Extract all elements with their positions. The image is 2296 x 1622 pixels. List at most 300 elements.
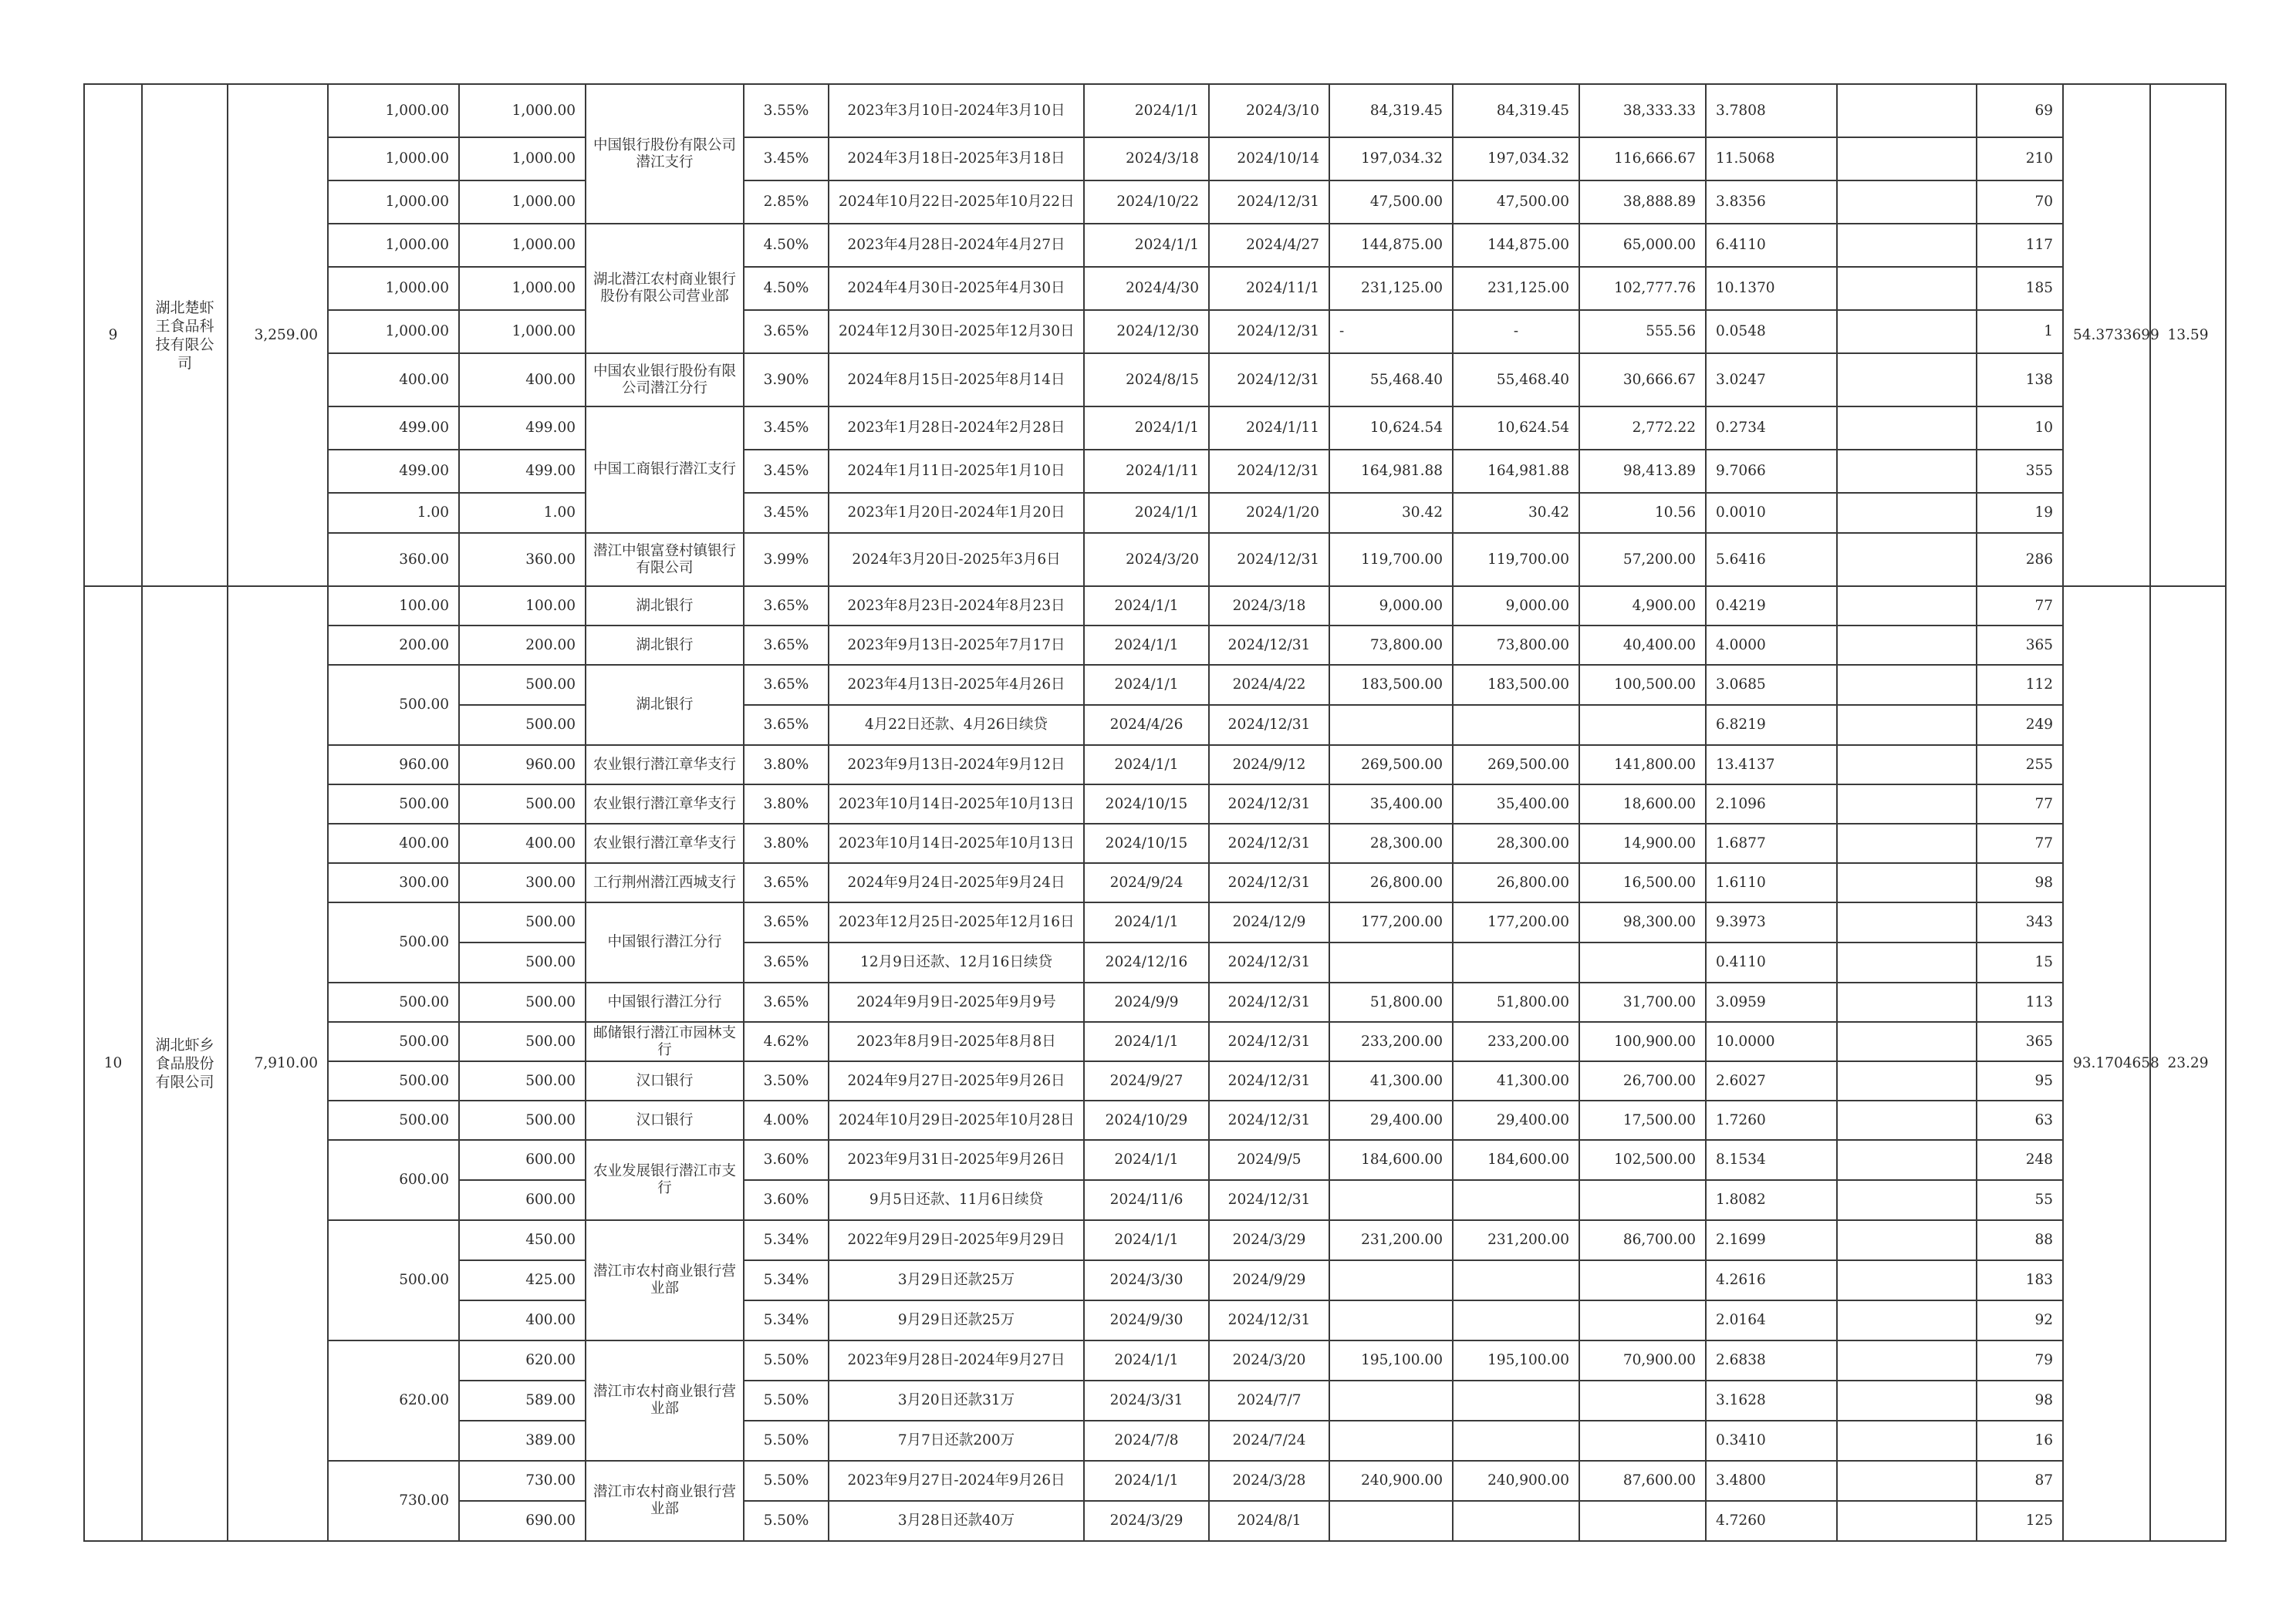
table-row: [84, 745, 2226, 784]
balance-cell: 1,000.00: [459, 224, 586, 267]
bank-name: 湖北银行: [586, 665, 744, 745]
value-cell: 1.6877: [1706, 824, 1837, 863]
blank-cell: [1837, 533, 1977, 586]
rate-cell: 3.65%: [744, 586, 829, 626]
end-date-cell: 2024/4/22: [1209, 665, 1329, 705]
interest-cell-1: 28,300.00: [1329, 824, 1453, 863]
principal-cell: 500.00: [328, 1220, 459, 1340]
rate-cell: 3.65%: [744, 983, 829, 1022]
rate-cell: 3.65%: [744, 902, 829, 943]
start-date-cell: 2024/1/1: [1084, 745, 1209, 784]
days-cell: 138: [1977, 353, 2063, 406]
start-date-cell: 2024/1/1: [1084, 1140, 1209, 1180]
interest-cell-1: 164,981.88: [1329, 450, 1453, 493]
interest-cell-1: 144,875.00: [1329, 224, 1453, 267]
table-row: [84, 1061, 2226, 1101]
principal-cell: 1,000.00: [328, 224, 459, 267]
balance-cell: 1,000.00: [459, 137, 586, 180]
rate-cell: 4.50%: [744, 224, 829, 267]
interest-cell-2: 41,300.00: [1453, 1061, 1579, 1101]
interest-cell-3: 70,900.00: [1579, 1340, 1706, 1381]
interest-cell-1: 231,200.00: [1329, 1220, 1453, 1260]
loan-interest-table-page: [83, 83, 2227, 1546]
interest-cell-2: 29,400.00: [1453, 1101, 1579, 1140]
term-cell: 2024年9月9日-2025年9月9号: [829, 983, 1084, 1022]
interest-cell-2: [1453, 1501, 1579, 1541]
interest-cell-1: [1329, 705, 1453, 745]
days-cell: 183: [1977, 1260, 2063, 1300]
bank-name: 潜江市农村商业银行营业部: [586, 1461, 744, 1541]
value-cell: 6.4110: [1706, 224, 1837, 267]
interest-cell-3: [1579, 1180, 1706, 1220]
term-cell: 2023年1月20日-2024年1月20日: [829, 493, 1084, 533]
rate-cell: 3.99%: [744, 533, 829, 586]
start-date-cell: 2024/1/1: [1084, 1340, 1209, 1381]
start-date-cell: 2024/1/1: [1084, 1220, 1209, 1260]
interest-cell-1: 30.42: [1329, 493, 1453, 533]
interest-cell-1: 55,468.40: [1329, 353, 1453, 406]
start-date-cell: 2024/3/31: [1084, 1381, 1209, 1421]
blank-cell: [1837, 84, 1977, 137]
blank-cell: [1837, 745, 1977, 784]
term-cell: 2024年10月22日-2025年10月22日: [829, 180, 1084, 224]
days-cell: 248: [1977, 1140, 2063, 1180]
rate-cell: 3.45%: [744, 450, 829, 493]
principal-cell: 1,000.00: [328, 84, 459, 137]
term-cell: 2024年12月30日-2025年12月30日: [829, 310, 1084, 353]
balance-cell: 360.00: [459, 533, 586, 586]
blank-cell: [1837, 943, 1977, 983]
end-date-cell: 2024/7/7: [1209, 1381, 1329, 1421]
days-cell: 185: [1977, 267, 2063, 310]
term-cell: 2023年8月9日-2025年8月8日: [829, 1022, 1084, 1061]
rate-cell: 3.45%: [744, 493, 829, 533]
start-date-cell: 2024/9/30: [1084, 1300, 1209, 1340]
interest-cell-3: 98,413.89: [1579, 450, 1706, 493]
interest-cell-3: [1579, 943, 1706, 983]
end-date-cell: 2024/3/29: [1209, 1220, 1329, 1260]
days-cell: 98: [1977, 1381, 2063, 1421]
blank-cell: [1837, 586, 1977, 626]
term-cell: 9月29日还款25万: [829, 1300, 1084, 1340]
interest-cell-2: [1453, 1421, 1579, 1461]
interest-cell-1: [1329, 1180, 1453, 1220]
start-date-cell: 2024/1/1: [1084, 626, 1209, 665]
end-date-cell: 2024/12/31: [1209, 353, 1329, 406]
interest-cell-2: 197,034.32: [1453, 137, 1579, 180]
interest-cell-2: [1453, 1381, 1579, 1421]
interest-cell-3: 100,900.00: [1579, 1022, 1706, 1061]
interest-cell-1: 73,800.00: [1329, 626, 1453, 665]
interest-cell-2: [1453, 1180, 1579, 1220]
interest-cell-1: 184,600.00: [1329, 1140, 1453, 1180]
interest-cell-1: 269,500.00: [1329, 745, 1453, 784]
principal-cell: 1,000.00: [328, 180, 459, 224]
table-row: [84, 665, 2226, 705]
value-cell: 0.4110: [1706, 943, 1837, 983]
value-cell: 4.7260: [1706, 1501, 1837, 1541]
value-cell: 10.1370: [1706, 267, 1837, 310]
balance-cell: 1,000.00: [459, 310, 586, 353]
interest-cell-2: 177,200.00: [1453, 902, 1579, 943]
rate-cell: 3.65%: [744, 310, 829, 353]
interest-cell-1: [1329, 1501, 1453, 1541]
interest-cell-2: 51,800.00: [1453, 983, 1579, 1022]
principal-cell: 1,000.00: [328, 137, 459, 180]
start-date-cell: 2024/10/29: [1084, 1101, 1209, 1140]
term-cell: 2024年3月18日-2025年3月18日: [829, 137, 1084, 180]
interest-cell-1: 35,400.00: [1329, 784, 1453, 824]
value-cell: 9.7066: [1706, 450, 1837, 493]
table-row: [84, 1461, 2226, 1501]
blank-cell: [1837, 665, 1977, 705]
blank-cell: [1837, 1220, 1977, 1260]
start-date-cell: 2024/3/30: [1084, 1260, 1209, 1300]
start-date-cell: 2024/1/1: [1084, 1022, 1209, 1061]
interest-cell-2: 164,981.88: [1453, 450, 1579, 493]
table-row: [84, 626, 2226, 665]
balance-cell: 100.00: [459, 586, 586, 626]
blank-cell: [1837, 267, 1977, 310]
days-cell: 88: [1977, 1220, 2063, 1260]
blank-cell: [1837, 450, 1977, 493]
table-row: [84, 824, 2226, 863]
value-cell: 3.0247: [1706, 353, 1837, 406]
blank-cell: [1837, 824, 1977, 863]
bank-name: 湖北银行: [586, 626, 744, 665]
table-row: [84, 224, 2226, 267]
rate-cell: 3.65%: [744, 626, 829, 665]
days-cell: 365: [1977, 626, 2063, 665]
balance-cell: 600.00: [459, 1180, 586, 1220]
interest-cell-3: 87,600.00: [1579, 1461, 1706, 1501]
balance-cell: 589.00: [459, 1381, 586, 1421]
value-cell: 9.3973: [1706, 902, 1837, 943]
table-row: [84, 983, 2226, 1022]
start-date-cell: 2024/1/1: [1084, 665, 1209, 705]
balance-cell: 600.00: [459, 1140, 586, 1180]
value-cell: 2.6838: [1706, 1340, 1837, 1381]
principal-cell: 400.00: [328, 353, 459, 406]
balance-cell: 400.00: [459, 824, 586, 863]
interest-cell-1: 233,200.00: [1329, 1022, 1453, 1061]
blank-cell: [1837, 784, 1977, 824]
start-date-cell: 2024/9/24: [1084, 863, 1209, 902]
rate-cell: 5.50%: [744, 1340, 829, 1381]
bank-name: 中国工商银行潜江支行: [586, 406, 744, 533]
rate-cell: 5.50%: [744, 1461, 829, 1501]
end-date-cell: 2024/3/10: [1209, 84, 1329, 137]
start-date-cell: 2024/1/1: [1084, 406, 1209, 450]
start-date-cell: 2024/10/15: [1084, 824, 1209, 863]
interest-cell-2: [1453, 943, 1579, 983]
balance-cell: 500.00: [459, 784, 586, 824]
term-cell: 2023年10月14日-2025年10月13日: [829, 824, 1084, 863]
term-cell: 2023年8月23日-2024年8月23日: [829, 586, 1084, 626]
rate-cell: 4.50%: [744, 267, 829, 310]
value-cell: 2.1699: [1706, 1220, 1837, 1260]
bank-name: 湖北潜江农村商业银行股份有限公司营业部: [586, 224, 744, 353]
bank-name: 中国银行潜江分行: [586, 983, 744, 1022]
term-cell: 2023年3月10日-2024年3月10日: [829, 84, 1084, 137]
interest-cell-2: 231,125.00: [1453, 267, 1579, 310]
term-cell: 3月20日还款31万: [829, 1381, 1084, 1421]
value-cell: 1.7260: [1706, 1101, 1837, 1140]
interest-cell-3: [1579, 705, 1706, 745]
rate-cell: 3.65%: [744, 943, 829, 983]
interest-cell-3: 38,333.33: [1579, 84, 1706, 137]
value-cell: 11.5068: [1706, 137, 1837, 180]
group-sum: 54.3733699: [2063, 84, 2150, 586]
principal-cell: 600.00: [328, 1140, 459, 1220]
days-cell: 113: [1977, 983, 2063, 1022]
interest-cell-2: 240,900.00: [1453, 1461, 1579, 1501]
bank-name: 中国农业银行股份有限公司潜江分行: [586, 353, 744, 406]
interest-cell-2: 73,800.00: [1453, 626, 1579, 665]
days-cell: 79: [1977, 1340, 2063, 1381]
balance-cell: 450.00: [459, 1220, 586, 1260]
rate-cell: 5.34%: [744, 1300, 829, 1340]
end-date-cell: 2024/1/20: [1209, 493, 1329, 533]
interest-cell-2: 144,875.00: [1453, 224, 1579, 267]
interest-cell-1: [1329, 1421, 1453, 1461]
interest-cell-3: [1579, 1501, 1706, 1541]
balance-cell: 500.00: [459, 943, 586, 983]
blank-cell: [1837, 983, 1977, 1022]
principal-cell: 620.00: [328, 1340, 459, 1461]
principal-cell: 400.00: [328, 824, 459, 863]
term-cell: 2023年9月31日-2025年9月26日: [829, 1140, 1084, 1180]
interest-cell-3: 10.56: [1579, 493, 1706, 533]
end-date-cell: 2024/12/31: [1209, 943, 1329, 983]
balance-cell: 400.00: [459, 353, 586, 406]
rate-cell: 3.65%: [744, 863, 829, 902]
table-row: [84, 310, 2226, 353]
end-date-cell: 2024/11/1: [1209, 267, 1329, 310]
term-cell: 2024年9月24日-2025年9月24日: [829, 863, 1084, 902]
interest-cell-1: 183,500.00: [1329, 665, 1453, 705]
value-cell: 2.0164: [1706, 1300, 1837, 1340]
end-date-cell: 2024/1/11: [1209, 406, 1329, 450]
days-cell: 15: [1977, 943, 2063, 983]
table-row: [84, 1101, 2226, 1140]
start-date-cell: 2024/1/1: [1084, 902, 1209, 943]
term-cell: 2022年9月29日-2025年9月29日: [829, 1220, 1084, 1260]
start-date-cell: 2024/3/20: [1084, 533, 1209, 586]
balance-cell: 500.00: [459, 902, 586, 943]
rate-cell: 3.50%: [744, 1061, 829, 1101]
days-cell: 98: [1977, 863, 2063, 902]
balance-cell: 500.00: [459, 1022, 586, 1061]
end-date-cell: 2024/12/31: [1209, 1061, 1329, 1101]
bank-name: 农业银行潜江章华支行: [586, 824, 744, 863]
term-cell: 2023年4月28日-2024年4月27日: [829, 224, 1084, 267]
interest-cell-1: 119,700.00: [1329, 533, 1453, 586]
value-cell: 3.0959: [1706, 983, 1837, 1022]
value-cell: 4.0000: [1706, 626, 1837, 665]
balance-cell: 300.00: [459, 863, 586, 902]
interest-cell-1: 26,800.00: [1329, 863, 1453, 902]
days-cell: 112: [1977, 665, 2063, 705]
value-cell: 0.4219: [1706, 586, 1837, 626]
value-cell: 2.6027: [1706, 1061, 1837, 1101]
bank-name: 潜江市农村商业银行营业部: [586, 1340, 744, 1461]
interest-cell-1: 10,624.54: [1329, 406, 1453, 450]
end-date-cell: 2024/12/31: [1209, 1300, 1329, 1340]
term-cell: 2024年9月27日-2025年9月26日: [829, 1061, 1084, 1101]
balance-cell: 1,000.00: [459, 267, 586, 310]
company-name: 湖北楚虾王食品科技有限公司: [142, 84, 228, 586]
start-date-cell: 2024/1/1: [1084, 84, 1209, 137]
principal-cell: 500.00: [328, 1022, 459, 1061]
end-date-cell: 2024/12/31: [1209, 824, 1329, 863]
table-row: [84, 533, 2226, 586]
interest-cell-1: 29,400.00: [1329, 1101, 1453, 1140]
term-cell: 3月29日还款25万: [829, 1260, 1084, 1300]
rate-cell: 3.60%: [744, 1180, 829, 1220]
interest-cell-3: 98,300.00: [1579, 902, 1706, 943]
interest-cell-3: 16,500.00: [1579, 863, 1706, 902]
interest-cell-3: 40,400.00: [1579, 626, 1706, 665]
blank-cell: [1837, 902, 1977, 943]
term-cell: 2024年8月15日-2025年8月14日: [829, 353, 1084, 406]
bank-name: 汉口银行: [586, 1101, 744, 1140]
principal-cell: 1.00: [328, 493, 459, 533]
balance-cell: 499.00: [459, 450, 586, 493]
term-cell: 2024年1月11日-2025年1月10日: [829, 450, 1084, 493]
interest-cell-1: 195,100.00: [1329, 1340, 1453, 1381]
days-cell: 69: [1977, 84, 2063, 137]
table-row: [84, 902, 2226, 943]
rate-cell: 3.80%: [744, 784, 829, 824]
rate-cell: 3.55%: [744, 84, 829, 137]
term-cell: 3月28日还款40万: [829, 1501, 1084, 1541]
start-date-cell: 2024/3/29: [1084, 1501, 1209, 1541]
term-cell: 7月7日还款200万: [829, 1421, 1084, 1461]
table-row: [84, 863, 2226, 902]
bank-name: 中国银行潜江分行: [586, 902, 744, 983]
days-cell: 343: [1977, 902, 2063, 943]
bank-name: 邮储银行潜江市园林支行: [586, 1022, 744, 1061]
blank-cell: [1837, 1421, 1977, 1461]
end-date-cell: 2024/3/20: [1209, 1340, 1329, 1381]
end-date-cell: 2024/12/31: [1209, 1022, 1329, 1061]
table-row: [84, 784, 2226, 824]
interest-cell-2: 184,600.00: [1453, 1140, 1579, 1180]
row-number: 9: [84, 84, 142, 586]
interest-cell-1: [1329, 1381, 1453, 1421]
balance-cell: 425.00: [459, 1260, 586, 1300]
start-date-cell: 2024/1/1: [1084, 1461, 1209, 1501]
interest-cell-1: 47,500.00: [1329, 180, 1453, 224]
end-date-cell: 2024/12/31: [1209, 533, 1329, 586]
rate-cell: 2.85%: [744, 180, 829, 224]
days-cell: 365: [1977, 1022, 2063, 1061]
group-sum: 93.1704658: [2063, 586, 2150, 1541]
end-date-cell: 2024/12/31: [1209, 863, 1329, 902]
interest-cell-2: 30.42: [1453, 493, 1579, 533]
interest-cell-1: 240,900.00: [1329, 1461, 1453, 1501]
bank-name: 湖北银行: [586, 586, 744, 626]
interest-cell-2: 47,500.00: [1453, 180, 1579, 224]
balance-cell: 1.00: [459, 493, 586, 533]
blank-cell: [1837, 1381, 1977, 1421]
rate-cell: 3.65%: [744, 665, 829, 705]
interest-cell-3: 18,600.00: [1579, 784, 1706, 824]
start-date-cell: 2024/10/22: [1084, 180, 1209, 224]
interest-cell-1: [1329, 1300, 1453, 1340]
end-date-cell: 2024/12/31: [1209, 626, 1329, 665]
term-cell: 2023年9月13日-2025年7月17日: [829, 626, 1084, 665]
interest-cell-3: 4,900.00: [1579, 586, 1706, 626]
group-result: 23.29: [2150, 586, 2226, 1541]
end-date-cell: 2024/10/14: [1209, 137, 1329, 180]
interest-cell-2: 84,319.45: [1453, 84, 1579, 137]
blank-cell: [1837, 626, 1977, 665]
value-cell: 0.3410: [1706, 1421, 1837, 1461]
days-cell: 92: [1977, 1300, 2063, 1340]
principal-cell: 500.00: [328, 784, 459, 824]
rate-cell: 4.00%: [744, 1101, 829, 1140]
interest-cell-3: 14,900.00: [1579, 824, 1706, 863]
value-cell: 6.8219: [1706, 705, 1837, 745]
interest-cell-1: -: [1329, 310, 1453, 353]
days-cell: 1: [1977, 310, 2063, 353]
blank-cell: [1837, 1140, 1977, 1180]
rate-cell: 3.65%: [744, 705, 829, 745]
start-date-cell: 2024/9/9: [1084, 983, 1209, 1022]
principal-cell: 500.00: [328, 902, 459, 983]
interest-cell-3: 102,500.00: [1579, 1140, 1706, 1180]
term-cell: 4月22日还款、4月26日续贷: [829, 705, 1084, 745]
end-date-cell: 2024/12/9: [1209, 902, 1329, 943]
blank-cell: [1837, 310, 1977, 353]
end-date-cell: 2024/12/31: [1209, 1101, 1329, 1140]
value-cell: 3.7808: [1706, 84, 1837, 137]
start-date-cell: 2024/7/8: [1084, 1421, 1209, 1461]
table-row: [84, 180, 2226, 224]
end-date-cell: 2024/12/31: [1209, 983, 1329, 1022]
table-row: [84, 406, 2226, 450]
term-cell: 2023年12月25日-2025年12月16日: [829, 902, 1084, 943]
total-amount: 7,910.00: [228, 586, 328, 1541]
days-cell: 355: [1977, 450, 2063, 493]
principal-cell: 300.00: [328, 863, 459, 902]
group-result: 13.59: [2150, 84, 2226, 586]
value-cell: 13.4137: [1706, 745, 1837, 784]
days-cell: 117: [1977, 224, 2063, 267]
interest-cell-3: 141,800.00: [1579, 745, 1706, 784]
days-cell: 55: [1977, 1180, 2063, 1220]
principal-cell: 500.00: [328, 1061, 459, 1101]
interest-cell-3: 116,666.67: [1579, 137, 1706, 180]
interest-cell-2: 9,000.00: [1453, 586, 1579, 626]
start-date-cell: 2024/12/30: [1084, 310, 1209, 353]
interest-cell-3: [1579, 1300, 1706, 1340]
balance-cell: 400.00: [459, 1300, 586, 1340]
interest-cell-2: [1453, 1260, 1579, 1300]
balance-cell: 499.00: [459, 406, 586, 450]
rate-cell: 4.62%: [744, 1022, 829, 1061]
rate-cell: 5.34%: [744, 1220, 829, 1260]
interest-cell-1: [1329, 1260, 1453, 1300]
interest-cell-2: -: [1453, 310, 1579, 353]
bank-name: 潜江市农村商业银行营业部: [586, 1220, 744, 1340]
interest-cell-3: 26,700.00: [1579, 1061, 1706, 1101]
start-date-cell: 2024/8/15: [1084, 353, 1209, 406]
days-cell: 255: [1977, 745, 2063, 784]
blank-cell: [1837, 180, 1977, 224]
